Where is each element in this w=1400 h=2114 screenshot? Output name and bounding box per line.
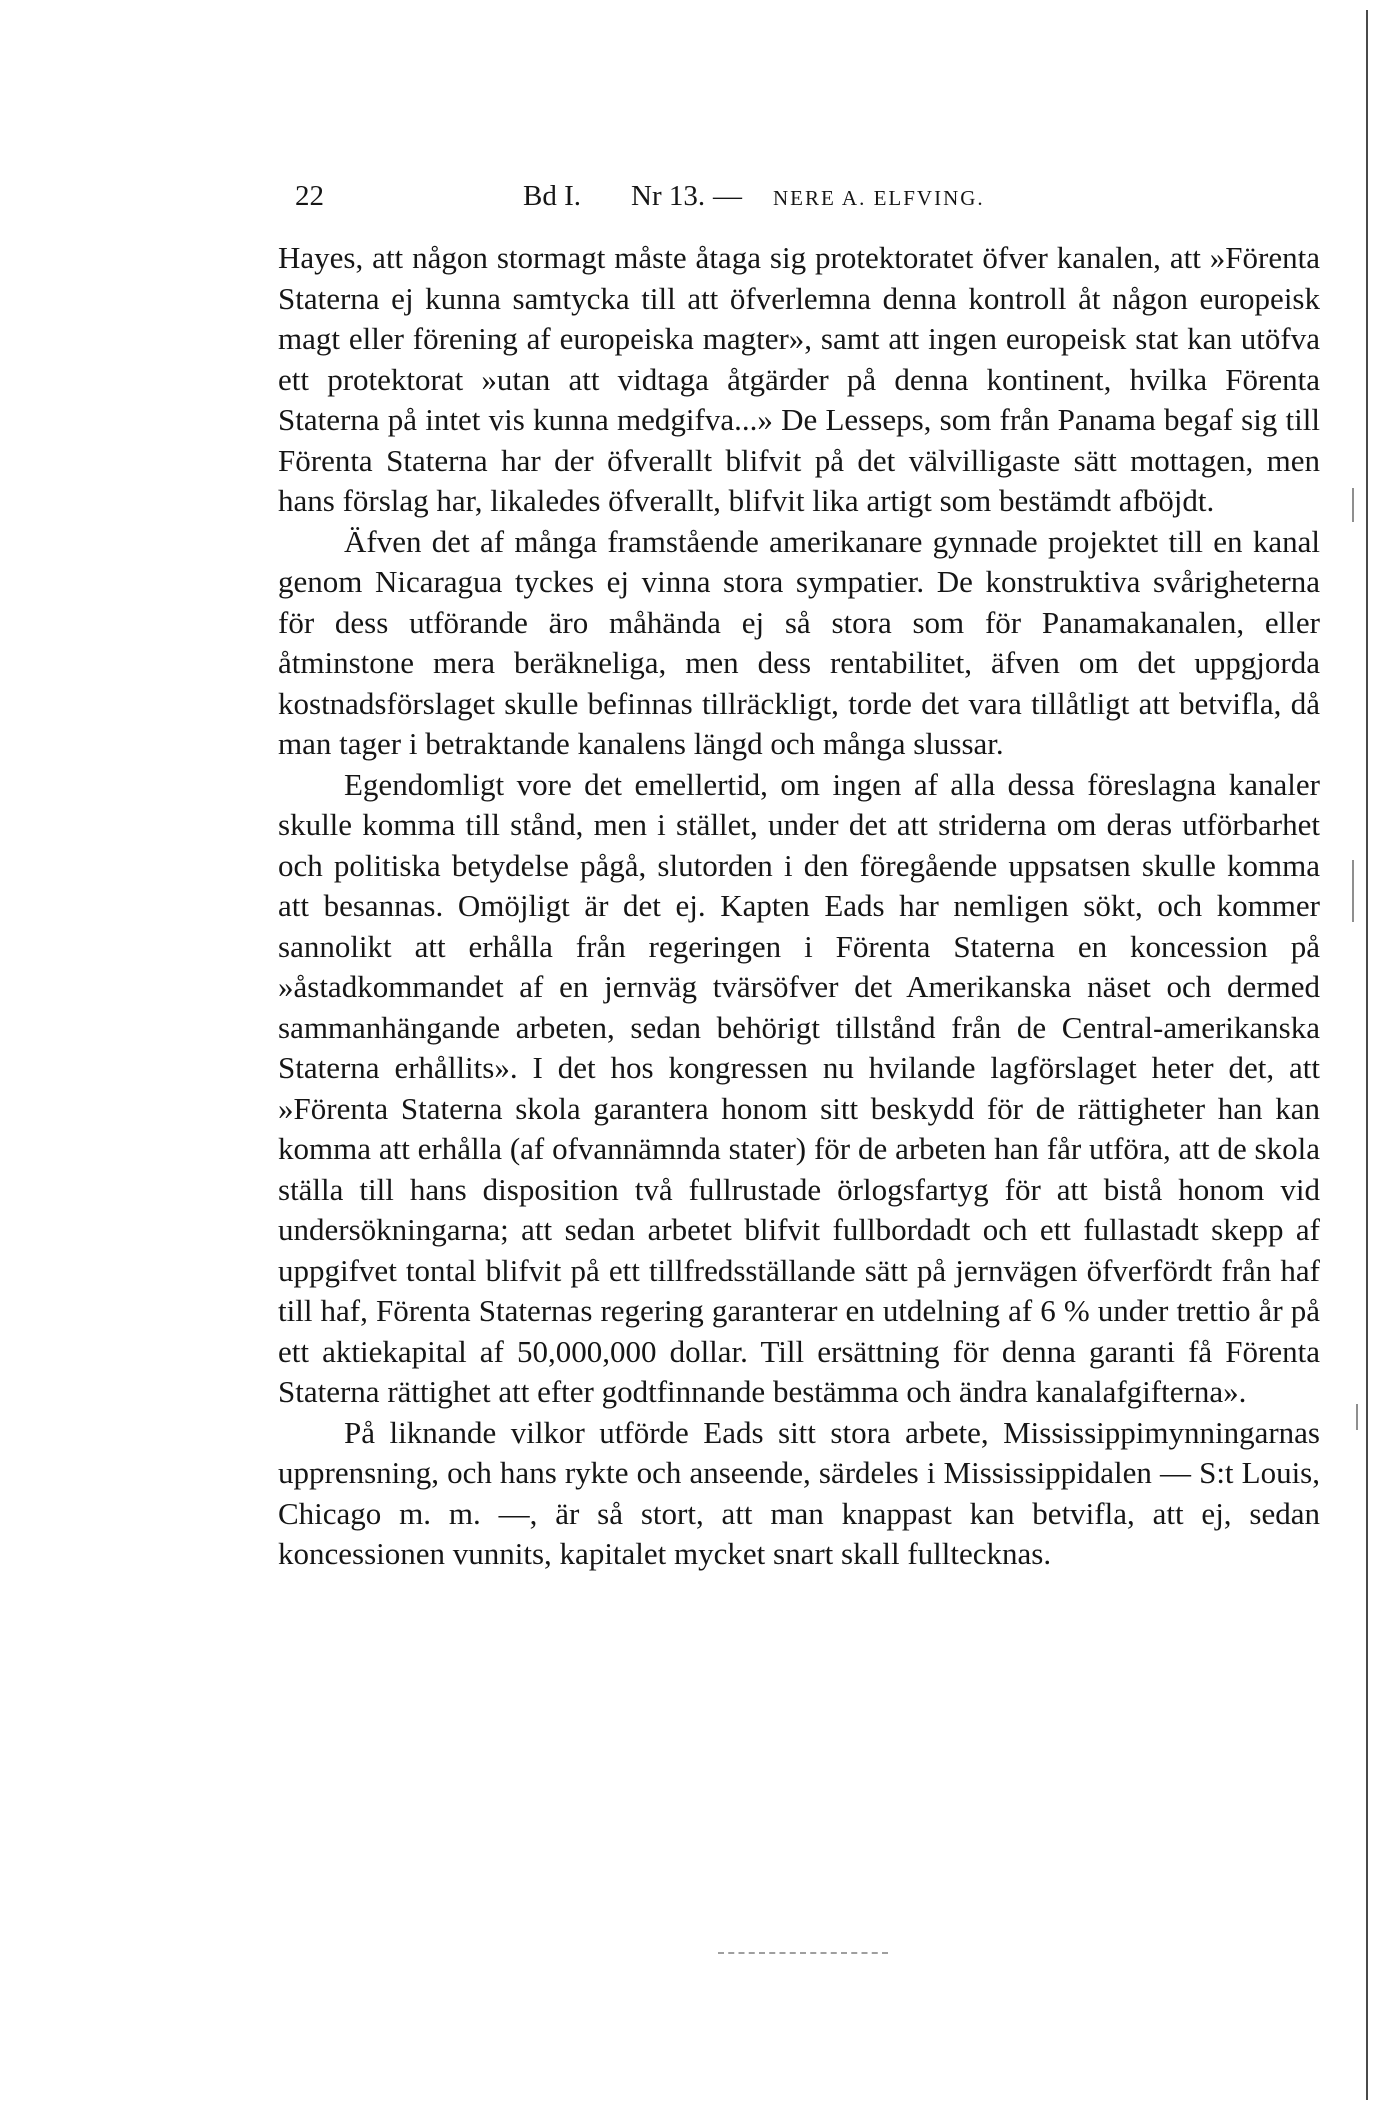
body-text [278, 238, 1320, 1575]
volume-label: Bd I. [523, 180, 581, 212]
running-header [295, 176, 1075, 216]
page-number: 22 [295, 180, 324, 212]
paragraph: Hayes, att någon stormagt måste åtaga sig protektoratet öfver kanalen, att »Förenta Staterna ej kunna samtycka till att öfverlemna denna kontroll åt någon europeisk magt eller förening af europeiska magter», samt att ingen europeisk stat kan utöfva ett protektorat »utan att vidtaga åtgärder på denna kontinent, hvilka Förenta Staterna på intet vis kunna medgifva...» De Lesseps, som från Panama begaf sig till Förenta Staterna har der öfverallt blifvit på det välvilligaste sätt mottagen, men hans förslag har, likaledes öfverallt, blifvit lika artigt som bestämdt afböjdt. [278, 240, 1320, 518]
issue-label: Nr 13. [631, 180, 706, 212]
paragraph: På liknande vilkor utförde Eads sitt stora arbete, Mississippimynningarnas upprensning, och hans rykte och anseende, särdeles i Mississippidalen — S:t Louis, Chicago m. m. —, är så stort, att man knappast kan betvifla, att ej, sedan koncessionen vunnits, kapitalet mycket snart skall fulltecknas. [278, 1414, 1320, 1571]
margin-mark [1352, 860, 1354, 922]
section-end-rule [718, 1952, 888, 1954]
author-name: NERE A. ELFVING. [773, 186, 985, 210]
paragraph: Egendomligt vore det emellertid, om ingen af alla dessa föreslagna kanaler skulle komma till stånd, men i stället, under det att striderna om deras utförbarhet och politiska betydelse pågå, slutorden i den föregående uppsatsen skulle komma att besannas. Omöjligt är det ej. Kapten Eads har nemligen sökt, och kommer sannolikt att erhålla från regeringen i Förenta Staterna en koncession på »åstadkommandet af en jernväg tvärsöfver det Amerikanska näset och dermed sammanhängande arbeten, sedan behörigt tillstånd från de Central-amerikanska Staterna erhållits». I det hos kongressen nu hvilande lagförslaget heter det, att »Förenta Staterna skola garantera honom sitt beskydd för de rättigheter han kan komma att erhålla (af ofvannämnda stater) för de arbeten han får utföra, att de skola ställa till hans disposition två fullrustade örlogsfartyg för att bistå honom vid undersökningarna; att sedan arbetet blifvit fullbordadt och ett fullastadt skepp af uppgifvet tontal blifvit på ett tillfredsställande sätt på jernvägen öfverfördt från haf till haf, Förenta Staternas regering garanterar en utdelning af 6 % under trettio år på ett aktiekapital af 50,000,000 dollar. Till ersättning för denna garanti få Förenta Staterna rättighet att efter godtfinnande bestämma och ändra kanalafgifterna». [278, 766, 1320, 1409]
margin-mark [1352, 488, 1354, 522]
header-dash: — [713, 180, 742, 212]
paragraph: Äfven det af många framstående amerikanare gynnade projektet till en kanal genom Nicaragua tyckes ej vinna stora sympatier. De konstruktiva svårigheterna för dess utförande äro måhända ej så stora som för Panamakanalen, eller åtminstone mera beräkneliga, men dess rentabilitet, äfven om det uppgjorda kostnadsförslaget skulle befinnas tillräckligt, torde det vara tillåtligt att betvifla, då man tager i betraktande kanalens längd och många slussar. [278, 523, 1320, 761]
margin-mark [1356, 1404, 1358, 1430]
scan-edge-line [1366, 10, 1368, 2100]
